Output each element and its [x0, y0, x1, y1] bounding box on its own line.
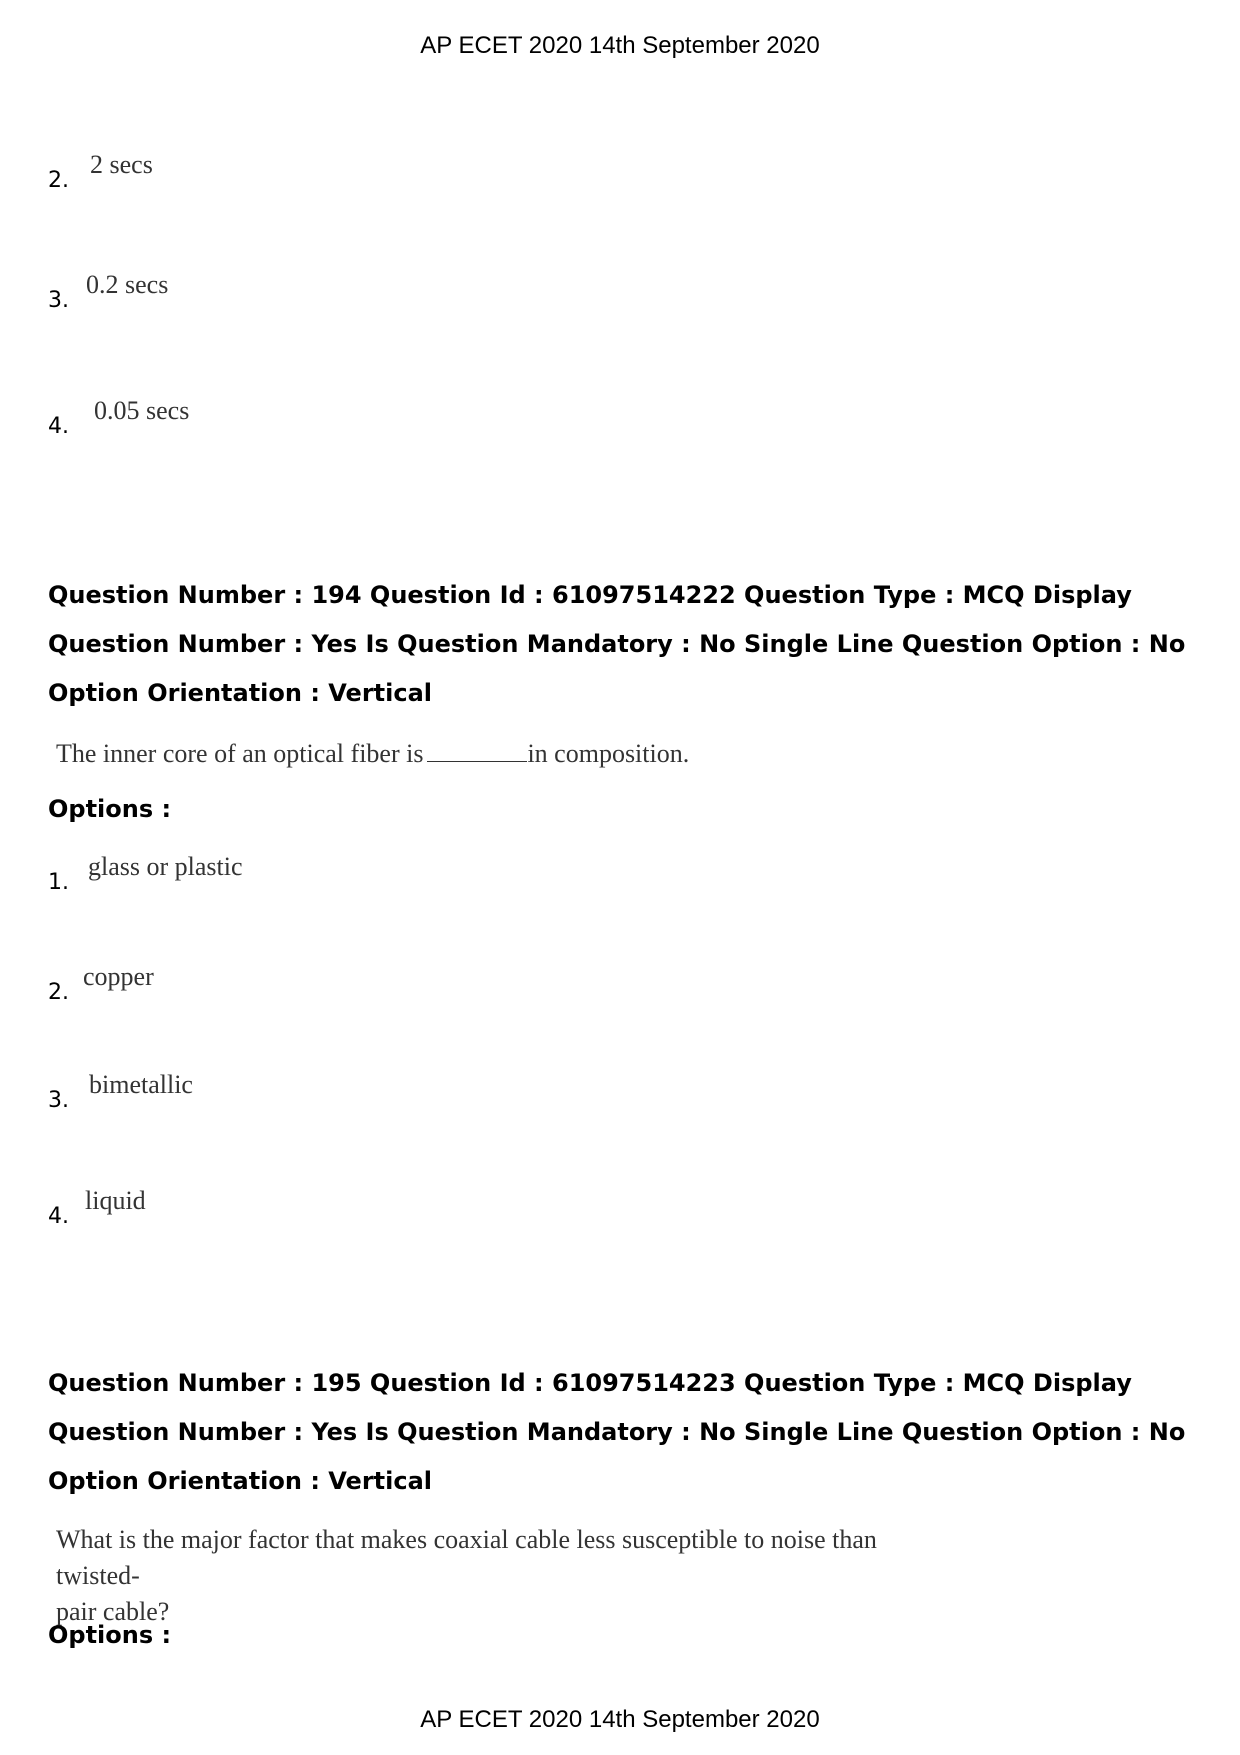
question-text-before: The inner core of an optical fiber is	[56, 739, 424, 768]
option-text: 0.05 secs	[94, 396, 190, 425]
option-text: 2 secs	[90, 150, 153, 179]
question-meta: Question Number : 195 Question Id : 61097514223 Question Type : MCQ Display Question Number : Yes Is Question Mandatory : No Single Line Question Option : No Option Orientation : Vertical	[48, 1369, 1186, 1495]
option-text: 0.2 secs	[86, 270, 169, 299]
option-number: 4.	[48, 1204, 69, 1229]
options-label: Options :	[48, 795, 172, 823]
option-text: copper	[83, 962, 154, 991]
page-footer: AP ECET 2020 14th September 2020	[420, 1706, 820, 1733]
option-number: 1.	[48, 870, 69, 895]
question-text-after: in composition.	[527, 739, 690, 768]
option-number: 2.	[48, 980, 69, 1005]
options-label: Options :	[48, 1621, 172, 1649]
option-number: 4.	[48, 414, 69, 439]
question-text-line: pair cable?	[56, 1597, 170, 1626]
option-text: liquid	[85, 1186, 146, 1215]
option-text: bimetallic	[89, 1070, 193, 1099]
option-number: 2.	[48, 168, 69, 193]
option-number: 3.	[48, 1088, 69, 1113]
option-number: 3.	[48, 288, 69, 313]
page-header: AP ECET 2020 14th September 2020	[420, 32, 820, 59]
option-text: glass or plastic	[88, 852, 243, 881]
question-meta: Question Number : 194 Question Id : 61097514222 Question Type : MCQ Display Question Number : Yes Is Question Mandatory : No Single Line Question Option : No Option Orientation : Vertical	[48, 581, 1186, 707]
question-text-line: What is the major factor that makes coaxial cable less susceptible to noise than twisted-	[56, 1525, 877, 1590]
fill-in-blank	[427, 739, 527, 762]
question-text	[56, 1522, 956, 1630]
question-text	[56, 736, 956, 772]
